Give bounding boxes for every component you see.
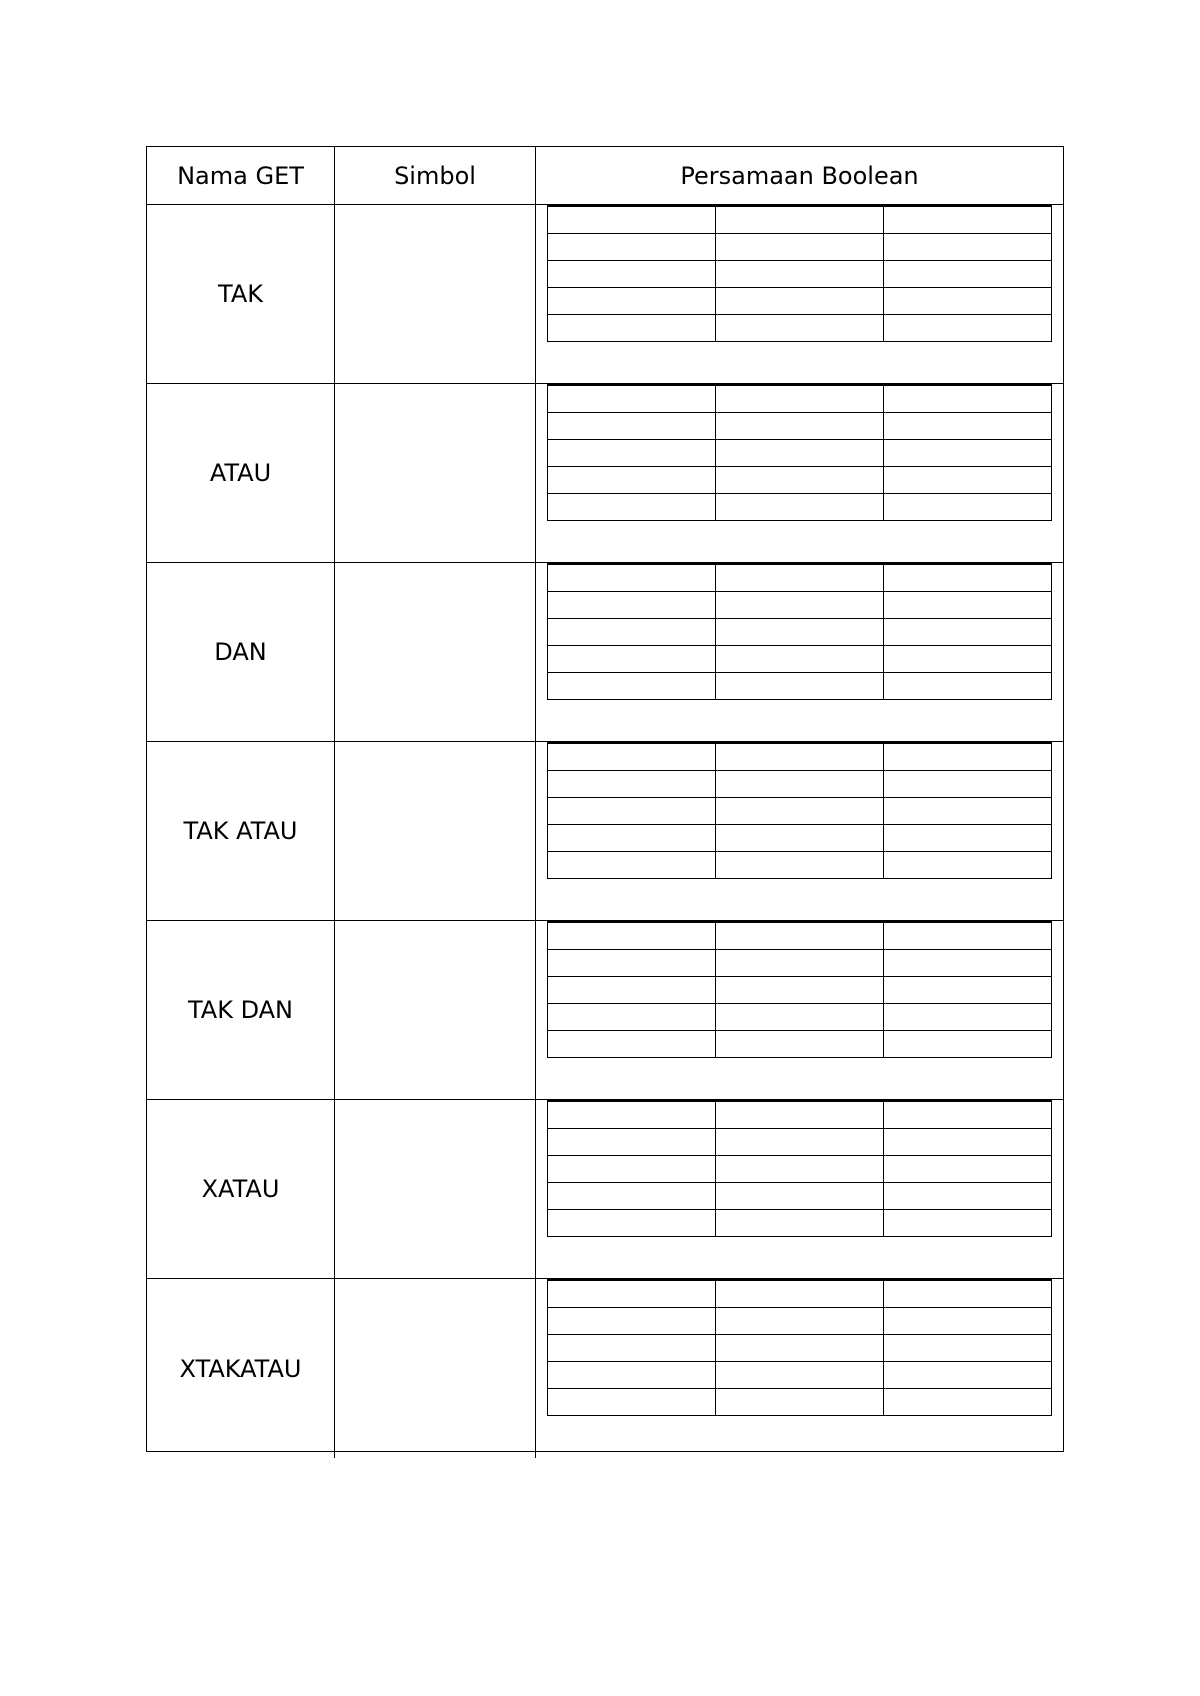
truth-table-cell[interactable] (716, 673, 884, 700)
truth-table-cell[interactable] (884, 1183, 1052, 1210)
truth-table-row (548, 413, 1052, 440)
truth-table-cell[interactable] (884, 288, 1052, 315)
truth-table-row (548, 494, 1052, 521)
truth-table-cell[interactable] (716, 413, 884, 440)
truth-table-cell[interactable] (884, 1129, 1052, 1156)
truth-table-cell[interactable] (716, 771, 884, 798)
truth-table-row (548, 950, 1052, 977)
truth-table-cell[interactable] (884, 1031, 1052, 1058)
truth-table-cell[interactable] (716, 1362, 884, 1389)
truth-table-cell[interactable] (884, 646, 1052, 673)
truth-table-cell[interactable] (548, 771, 716, 798)
truth-table-cell[interactable] (884, 592, 1052, 619)
truth-table-cell[interactable] (548, 206, 716, 234)
truth-table-cell[interactable] (548, 922, 716, 950)
truth-table-cell[interactable] (716, 977, 884, 1004)
gate-row (147, 1100, 1063, 1279)
truth-table-cell[interactable] (884, 1101, 1052, 1129)
truth-table-cell[interactable] (716, 825, 884, 852)
truth-table-cell[interactable] (716, 385, 884, 413)
boolean-equation-cell (536, 921, 1063, 1099)
truth-table-cell[interactable] (884, 922, 1052, 950)
truth-table-cell[interactable] (716, 1004, 884, 1031)
truth-table-cell[interactable] (716, 206, 884, 234)
truth-table-cell[interactable] (548, 1308, 716, 1335)
truth-table (547, 1279, 1052, 1416)
truth-table-cell[interactable] (548, 619, 716, 646)
truth-table-row (548, 1183, 1052, 1210)
truth-table-cell[interactable] (548, 673, 716, 700)
truth-table-row (548, 440, 1052, 467)
boolean-equation-cell (536, 563, 1063, 741)
header-gate-name: Nama GET (147, 147, 335, 204)
truth-table-cell[interactable] (548, 1183, 716, 1210)
truth-table-row (548, 1280, 1052, 1308)
truth-table-row (548, 234, 1052, 261)
truth-table-cell[interactable] (716, 852, 884, 879)
truth-table-cell[interactable] (884, 467, 1052, 494)
truth-table-cell[interactable] (716, 494, 884, 521)
truth-table-cell[interactable] (548, 798, 716, 825)
truth-table-cell[interactable] (716, 646, 884, 673)
truth-table-cell[interactable] (716, 743, 884, 771)
truth-table-cell[interactable] (884, 1210, 1052, 1237)
truth-table-row (548, 673, 1052, 700)
truth-table-cell[interactable] (716, 467, 884, 494)
truth-table-row (548, 1362, 1052, 1389)
truth-table (547, 205, 1052, 342)
truth-table-cell[interactable] (548, 1362, 716, 1389)
gate-symbol-cell[interactable] (335, 384, 536, 562)
truth-table-cell[interactable] (884, 494, 1052, 521)
truth-table-row (548, 564, 1052, 592)
truth-table-row (548, 852, 1052, 879)
header-boolean-equation: Persamaan Boolean (680, 161, 919, 190)
truth-table-cell[interactable] (548, 852, 716, 879)
truth-table (547, 742, 1052, 879)
truth-table-row (548, 261, 1052, 288)
truth-table-cell[interactable] (716, 1335, 884, 1362)
boolean-equation-cell (536, 384, 1063, 562)
truth-table-row (548, 619, 1052, 646)
truth-table-row (548, 977, 1052, 1004)
truth-table-cell[interactable] (716, 1156, 884, 1183)
boolean-equation-cell (536, 1279, 1063, 1458)
truth-table (547, 921, 1052, 1058)
truth-table-cell[interactable] (548, 440, 716, 467)
truth-table-row (548, 1031, 1052, 1058)
truth-table-cell[interactable] (548, 261, 716, 288)
truth-table-cell[interactable] (884, 413, 1052, 440)
truth-table (547, 384, 1052, 521)
truth-table-row (548, 646, 1052, 673)
gate-name: TAK (147, 205, 335, 383)
truth-table-cell[interactable] (884, 564, 1052, 592)
truth-table-cell[interactable] (548, 1335, 716, 1362)
truth-table-cell[interactable] (548, 1389, 716, 1416)
truth-table-cell[interactable] (884, 1389, 1052, 1416)
truth-table-cell[interactable] (548, 1031, 716, 1058)
truth-table-cell[interactable] (884, 1335, 1052, 1362)
truth-table-cell[interactable] (548, 1156, 716, 1183)
truth-table-cell[interactable] (548, 1004, 716, 1031)
truth-table-cell[interactable] (548, 1210, 716, 1237)
truth-table-cell[interactable] (716, 261, 884, 288)
truth-table-cell[interactable] (884, 1308, 1052, 1335)
truth-table-cell[interactable] (548, 977, 716, 1004)
truth-table-row (548, 1129, 1052, 1156)
gate-name: TAK DAN (147, 921, 335, 1099)
gate-row (147, 921, 1063, 1100)
truth-table-cell[interactable] (548, 950, 716, 977)
truth-table-cell[interactable] (548, 825, 716, 852)
truth-table-row (548, 1156, 1052, 1183)
gate-name: XATAU (147, 1100, 335, 1278)
truth-table-cell[interactable] (884, 619, 1052, 646)
gate-row (147, 384, 1063, 563)
truth-table-cell[interactable] (884, 1004, 1052, 1031)
boolean-equation-cell (536, 1100, 1063, 1278)
truth-table-row (548, 798, 1052, 825)
header-symbol: Simbol (335, 147, 536, 204)
gate-symbol-cell[interactable] (335, 205, 536, 383)
truth-table-cell[interactable] (884, 771, 1052, 798)
truth-table-row (548, 825, 1052, 852)
truth-table (547, 1100, 1052, 1237)
truth-table-cell[interactable] (884, 315, 1052, 342)
truth-table-cell[interactable] (884, 950, 1052, 977)
truth-table-cell[interactable] (884, 385, 1052, 413)
gate-symbol-cell[interactable] (335, 563, 536, 741)
truth-table-cell[interactable] (716, 619, 884, 646)
truth-table-cell[interactable] (716, 1308, 884, 1335)
truth-table-cell[interactable] (548, 592, 716, 619)
truth-table-cell[interactable] (716, 564, 884, 592)
truth-table-cell[interactable] (548, 315, 716, 342)
truth-table-cell[interactable] (548, 385, 716, 413)
logic-gate-table (146, 146, 1064, 1452)
truth-table-cell[interactable] (716, 1210, 884, 1237)
truth-table-cell[interactable] (716, 1031, 884, 1058)
truth-table-cell[interactable] (716, 798, 884, 825)
truth-table (547, 563, 1052, 700)
gate-row (147, 563, 1063, 742)
truth-table-cell[interactable] (548, 467, 716, 494)
gate-name: ATAU (147, 384, 335, 562)
truth-table-cell[interactable] (716, 950, 884, 977)
gate-symbol-cell[interactable] (335, 1279, 536, 1458)
truth-table-row (548, 1210, 1052, 1237)
truth-table-cell[interactable] (884, 852, 1052, 879)
truth-table-cell[interactable] (884, 1362, 1052, 1389)
truth-table-cell[interactable] (716, 1101, 884, 1129)
truth-table-row (548, 771, 1052, 798)
gate-name: DAN (147, 563, 335, 741)
truth-table-cell[interactable] (716, 440, 884, 467)
truth-table-cell[interactable] (548, 1129, 716, 1156)
gate-row (147, 1279, 1063, 1458)
truth-table-row (548, 315, 1052, 342)
gate-row (147, 742, 1063, 921)
truth-table-cell[interactable] (716, 1183, 884, 1210)
truth-table-cell[interactable] (716, 288, 884, 315)
gate-row (147, 205, 1063, 384)
truth-table-cell[interactable] (548, 564, 716, 592)
truth-table-row (548, 1308, 1052, 1335)
truth-table-row (548, 592, 1052, 619)
boolean-equation-cell (536, 205, 1063, 383)
truth-table-cell[interactable] (716, 592, 884, 619)
truth-table-row (548, 1389, 1052, 1416)
boolean-equation-cell (536, 742, 1063, 920)
truth-table-cell[interactable] (716, 315, 884, 342)
gate-symbol-cell[interactable] (335, 1100, 536, 1278)
truth-table-cell[interactable] (884, 1156, 1052, 1183)
truth-table-row (548, 1004, 1052, 1031)
truth-table-row (548, 1101, 1052, 1129)
truth-table-cell[interactable] (884, 977, 1052, 1004)
truth-table-cell[interactable] (548, 1280, 716, 1308)
truth-table-cell[interactable] (716, 234, 884, 261)
truth-table-cell[interactable] (884, 206, 1052, 234)
truth-table-cell[interactable] (884, 743, 1052, 771)
truth-table-cell[interactable] (548, 743, 716, 771)
gate-symbol-cell[interactable] (335, 742, 536, 920)
truth-table-row (548, 206, 1052, 234)
truth-table-cell[interactable] (716, 1280, 884, 1308)
truth-table-row (548, 385, 1052, 413)
truth-table-row (548, 922, 1052, 950)
truth-table-cell[interactable] (884, 673, 1052, 700)
truth-table-cell[interactable] (548, 413, 716, 440)
truth-table-cell[interactable] (884, 798, 1052, 825)
truth-table-cell[interactable] (884, 234, 1052, 261)
truth-table-cell[interactable] (548, 1101, 716, 1129)
truth-table-cell[interactable] (548, 494, 716, 521)
truth-table-cell[interactable] (716, 922, 884, 950)
truth-table-cell[interactable] (548, 646, 716, 673)
truth-table-cell[interactable] (548, 234, 716, 261)
truth-table-row (548, 288, 1052, 315)
truth-table-row (548, 1335, 1052, 1362)
truth-table-cell[interactable] (884, 825, 1052, 852)
truth-table-cell[interactable] (884, 440, 1052, 467)
gate-name: TAK ATAU (147, 742, 335, 920)
truth-table-row (548, 467, 1052, 494)
truth-table-cell[interactable] (716, 1129, 884, 1156)
truth-table-cell[interactable] (716, 1389, 884, 1416)
gate-name: XTAKATAU (147, 1279, 335, 1458)
truth-table-cell[interactable] (884, 261, 1052, 288)
truth-table-cell[interactable] (548, 288, 716, 315)
gate-symbol-cell[interactable] (335, 921, 536, 1099)
truth-table-row (548, 743, 1052, 771)
table-header-row (147, 147, 1063, 205)
truth-table-cell[interactable] (884, 1280, 1052, 1308)
